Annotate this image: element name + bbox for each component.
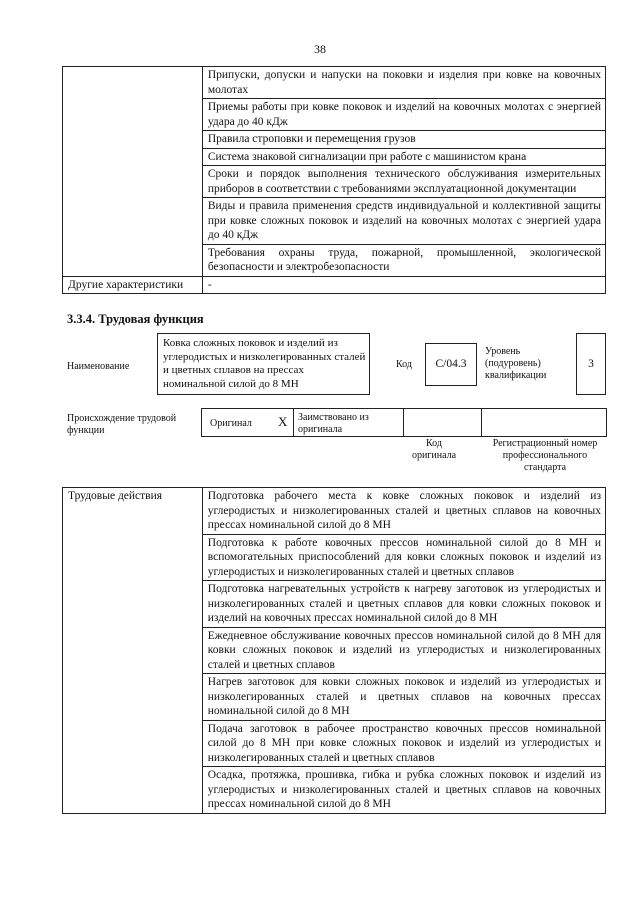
code-original-caption: Код оригинала xyxy=(411,438,457,461)
table-cell: Виды и правила применения средств индивидуальной и коллективной защиты при ковке сложных поковок и изделий на ковочных молотах с энергией удара до 40 кДж xyxy=(202,198,605,245)
code-label: Код xyxy=(396,359,412,370)
table-cell: Осадка, протяжка, прошивка, гибка и рубка сложных поковок и изделий из углеродистых и низколегированных сталей и цветных сплавов на ковочных прессах номинальной силой до 8 МН xyxy=(202,767,605,814)
level-value: 3 xyxy=(588,358,594,370)
borrowed-label: Заимствовано из оригинала xyxy=(298,412,369,435)
name-value: Ковка сложных поковок и изделий из углеродистых и низколегированных сталей и цветных сплавов на прессах номинальной силой до 8 МН xyxy=(163,337,366,390)
table-cell: Правила строповки и перемещения грузов xyxy=(202,131,605,149)
other-characteristics-label: Другие характеристики xyxy=(63,276,203,294)
divider xyxy=(403,409,404,436)
table-cell: - xyxy=(202,276,605,294)
code-box xyxy=(425,343,477,386)
divider xyxy=(481,409,482,436)
page-number: 38 xyxy=(314,42,326,56)
reg-number-caption: Регистрационный номер профессионального стандарта xyxy=(492,438,598,473)
name-label: Наименование xyxy=(67,361,130,372)
table-cell-empty xyxy=(63,67,203,277)
section-title: 3.3.4. Трудовая функция xyxy=(67,312,204,326)
table-cell: Ежедневное обслуживание ковочных прессов номинальной силой до 8 МН для ковки сложных поковок и изделий из углеродистых и низколегированных сталей и цветных сплавов xyxy=(202,627,605,674)
table-cell: Подача заготовок в рабочее пространство ковочных прессов номинальной силой до 8 МН при ковке сложных поковок и изделий из углеродистых и низколегированных сталей и цветных сплавов xyxy=(202,720,605,767)
level-box xyxy=(576,333,606,395)
table-cell: Сроки и порядок выполнения технического обслуживания измерительных приборов в соответствии с требованиями эксплуатационной документации xyxy=(202,166,605,198)
table-row xyxy=(63,488,606,535)
level-label: Уровень (подуровень) квалификации xyxy=(485,346,547,381)
table-cell: Система знаковой сигнализации при работе с машинистом крана xyxy=(202,148,605,166)
actions-label: Трудовые действия xyxy=(63,488,203,814)
knowledge-table xyxy=(62,66,606,294)
table-row xyxy=(63,276,606,294)
table-cell: Припуски, допуски и напуски на поковки и изделия при ковке на ковочных молотах xyxy=(202,67,605,99)
code-value: С/04.3 xyxy=(435,358,467,370)
divider xyxy=(293,409,294,436)
table-row xyxy=(63,67,606,99)
table-cell: Подготовка к работе ковочных прессов номинальной силой до 8 МН и вспомогательных приспособлений для ковки сложных поковок и изделий из углеродистых и низколегированных сталей и цветных сплавов xyxy=(202,534,605,581)
name-box xyxy=(157,333,370,395)
origin-row xyxy=(201,408,607,437)
original-label: Оригинал xyxy=(210,418,252,429)
table-cell: Нагрев заготовок для ковки сложных поковок и изделий из углеродистых и низколегированных сталей и цветных сплавов на ковочных прессах номинальной силой до 8 МН xyxy=(202,674,605,721)
table-cell: Подготовка рабочего места к ковке сложных поковок и изделий из углеродистых и низколегированных сталей и цветных сплавов на ковочных прессах номинальной силой до 8 МН xyxy=(202,488,605,535)
original-mark: X xyxy=(278,414,288,429)
table-cell: Требования охраны труда, пожарной, промышленной, экологической безопасности и электробезопасности xyxy=(202,244,605,276)
actions-table xyxy=(62,487,606,814)
table-cell: Приемы работы при ковке поковок и изделий на ковочных молотах с энергией удара до 40 кДж xyxy=(202,99,605,131)
origin-label: Происхождение трудовой функции xyxy=(67,413,177,436)
table-cell: Подготовка нагревательных устройств к нагреву заготовок из углеродистых и низколегированных сталей и цветных сплавов для ковки сложных поковок и изделий на ковочных прессах номинальной силой до 8 МН xyxy=(202,581,605,628)
